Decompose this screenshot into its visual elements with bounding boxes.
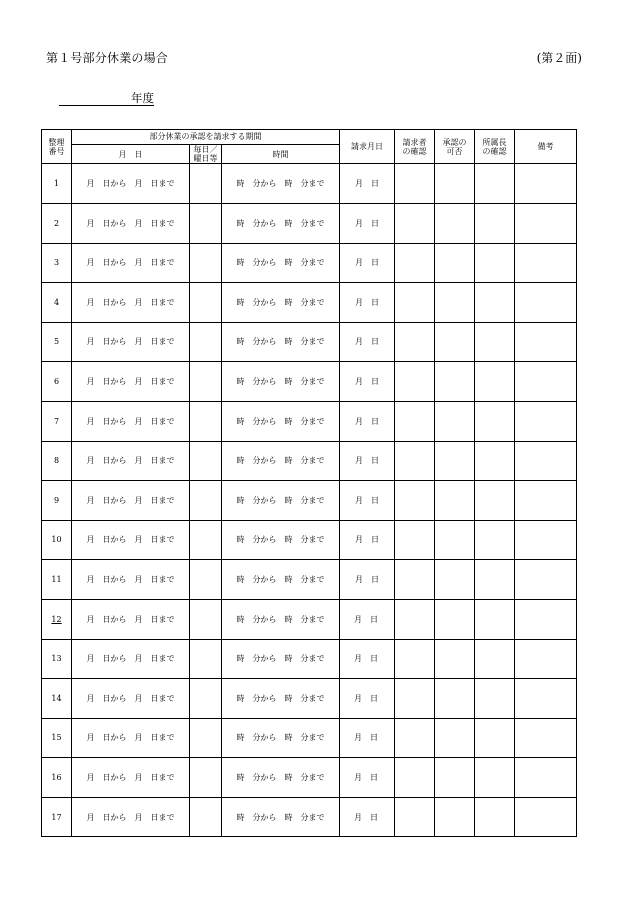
requester-confirm-cell[interactable] xyxy=(395,599,435,639)
date-range-cell[interactable]: 月 日から 月 日まで xyxy=(72,243,190,283)
time-range-cell[interactable]: 時 分から 時 分まで xyxy=(222,322,340,362)
table-row xyxy=(42,401,577,441)
chief-confirm-cell[interactable] xyxy=(475,164,515,204)
row-number: 9 xyxy=(42,481,72,521)
table-row xyxy=(42,599,577,639)
daily-weekday-cell[interactable] xyxy=(190,164,222,204)
row-number: 6 xyxy=(42,362,72,402)
header-month-day: 月 日 xyxy=(72,145,190,164)
daily-weekday-cell[interactable] xyxy=(190,401,222,441)
time-range-cell[interactable]: 時 分から 時 分まで xyxy=(222,758,340,798)
chief-confirm-cell[interactable] xyxy=(475,758,515,798)
time-range-cell[interactable]: 時 分から 時 分まで xyxy=(222,203,340,243)
leave-request-table xyxy=(41,129,577,837)
requester-confirm-cell[interactable] xyxy=(395,283,435,323)
daily-weekday-cell[interactable] xyxy=(190,481,222,521)
requester-confirm-cell[interactable] xyxy=(395,679,435,719)
time-range-cell[interactable]: 時 分から 時 分まで xyxy=(222,243,340,283)
time-range-cell[interactable]: 時 分から 時 分まで xyxy=(222,560,340,600)
header-time: 時間 xyxy=(222,145,340,164)
table-row xyxy=(42,203,577,243)
date-range-cell[interactable]: 月 日から 月 日まで xyxy=(72,283,190,323)
header-daily-weekday: 毎日／ 曜日等 xyxy=(190,145,222,164)
date-range-cell[interactable]: 月 日から 月 日まで xyxy=(72,599,190,639)
remarks-cell[interactable] xyxy=(515,441,577,481)
table-row xyxy=(42,560,577,600)
chief-confirm-cell[interactable] xyxy=(475,599,515,639)
approval-cell[interactable] xyxy=(435,164,475,204)
header-request-date: 請求月日 xyxy=(340,130,395,164)
table-row xyxy=(42,758,577,798)
table-row xyxy=(42,481,577,521)
time-range-cell[interactable]: 時 分から 時 分まで xyxy=(222,718,340,758)
requester-confirm-cell[interactable] xyxy=(395,520,435,560)
date-range-cell[interactable]: 月 日から 月 日まで xyxy=(72,520,190,560)
approval-cell[interactable] xyxy=(435,520,475,560)
chief-confirm-cell[interactable] xyxy=(475,679,515,719)
chief-confirm-cell[interactable] xyxy=(475,401,515,441)
header-number: 整理 番号 xyxy=(42,130,72,164)
chief-confirm-cell[interactable] xyxy=(475,243,515,283)
chief-confirm-cell[interactable] xyxy=(475,718,515,758)
header-remarks: 備考 xyxy=(515,130,577,164)
header-approval: 承認の 可否 xyxy=(435,130,475,164)
request-date-cell[interactable]: 月 日 xyxy=(340,203,395,243)
approval-cell[interactable] xyxy=(435,203,475,243)
daily-weekday-cell[interactable] xyxy=(190,362,222,402)
request-date-cell[interactable]: 月 日 xyxy=(340,283,395,323)
request-date-cell[interactable]: 月 日 xyxy=(340,164,395,204)
time-range-cell[interactable]: 時 分から 時 分まで xyxy=(222,164,340,204)
time-range-cell[interactable]: 時 分から 時 分まで xyxy=(222,441,340,481)
fiscal-year-field[interactable] xyxy=(59,90,154,106)
row-number: 8 xyxy=(42,441,72,481)
chief-confirm-cell[interactable] xyxy=(475,481,515,521)
form-title: 第１号部分休業の場合 xyxy=(46,51,169,65)
request-date-cell[interactable]: 月 日 xyxy=(340,718,395,758)
row-number: 2 xyxy=(42,203,72,243)
daily-weekday-cell[interactable] xyxy=(190,599,222,639)
remarks-cell[interactable] xyxy=(515,679,577,719)
chief-confirm-cell[interactable] xyxy=(475,322,515,362)
requester-confirm-cell[interactable] xyxy=(395,797,435,837)
request-date-cell[interactable]: 月 日 xyxy=(340,401,395,441)
approval-cell[interactable] xyxy=(435,362,475,402)
request-date-cell[interactable]: 月 日 xyxy=(340,441,395,481)
approval-cell[interactable] xyxy=(435,401,475,441)
remarks-cell[interactable] xyxy=(515,599,577,639)
request-date-cell[interactable]: 月 日 xyxy=(340,243,395,283)
remarks-cell[interactable] xyxy=(515,797,577,837)
row-number: 15 xyxy=(42,718,72,758)
row-number: 5 xyxy=(42,322,72,362)
request-date-cell[interactable]: 月 日 xyxy=(340,797,395,837)
table-row xyxy=(42,362,577,402)
daily-weekday-cell[interactable] xyxy=(190,203,222,243)
table-row xyxy=(42,520,577,560)
page-label: (第２面) xyxy=(536,51,582,65)
date-range-cell[interactable]: 月 日から 月 日まで xyxy=(72,362,190,402)
row-number: 16 xyxy=(42,758,72,798)
date-range-cell[interactable]: 月 日から 月 日まで xyxy=(72,797,190,837)
time-range-cell[interactable]: 時 分から 時 分まで xyxy=(222,599,340,639)
date-range-cell[interactable]: 月 日から 月 日まで xyxy=(72,203,190,243)
approval-cell[interactable] xyxy=(435,797,475,837)
date-range-cell[interactable]: 月 日から 月 日まで xyxy=(72,441,190,481)
requester-confirm-cell[interactable] xyxy=(395,718,435,758)
daily-weekday-cell[interactable] xyxy=(190,758,222,798)
requester-confirm-cell[interactable] xyxy=(395,203,435,243)
time-range-cell[interactable]: 時 分から 時 分まで xyxy=(222,362,340,402)
request-date-cell[interactable]: 月 日 xyxy=(340,560,395,600)
approval-cell[interactable] xyxy=(435,322,475,362)
date-range-cell[interactable]: 月 日から 月 日まで xyxy=(72,322,190,362)
requester-confirm-cell[interactable] xyxy=(395,401,435,441)
time-range-cell[interactable]: 時 分から 時 分まで xyxy=(222,520,340,560)
table-row xyxy=(42,441,577,481)
requester-confirm-cell[interactable] xyxy=(395,362,435,402)
date-range-cell[interactable]: 月 日から 月 日まで xyxy=(72,679,190,719)
remarks-cell[interactable] xyxy=(515,362,577,402)
chief-confirm-cell[interactable] xyxy=(475,520,515,560)
request-date-cell[interactable]: 月 日 xyxy=(340,481,395,521)
request-date-cell[interactable]: 月 日 xyxy=(340,362,395,402)
table-row xyxy=(42,243,577,283)
daily-weekday-cell[interactable] xyxy=(190,322,222,362)
chief-confirm-cell[interactable] xyxy=(475,441,515,481)
row-number: 14 xyxy=(42,679,72,719)
request-date-cell[interactable]: 月 日 xyxy=(340,520,395,560)
requester-confirm-cell[interactable] xyxy=(395,164,435,204)
remarks-cell[interactable] xyxy=(515,520,577,560)
header-requester-confirm: 請求者 の確認 xyxy=(395,130,435,164)
daily-weekday-cell[interactable] xyxy=(190,797,222,837)
daily-weekday-cell[interactable] xyxy=(190,283,222,323)
remarks-cell[interactable] xyxy=(515,203,577,243)
requester-confirm-cell[interactable] xyxy=(395,560,435,600)
remarks-cell[interactable] xyxy=(515,322,577,362)
remarks-cell[interactable] xyxy=(515,560,577,600)
daily-weekday-cell[interactable] xyxy=(190,679,222,719)
time-range-cell[interactable]: 時 分から 時 分まで xyxy=(222,283,340,323)
daily-weekday-cell[interactable] xyxy=(190,243,222,283)
chief-confirm-cell[interactable] xyxy=(475,283,515,323)
date-range-cell[interactable]: 月 日から 月 日まで xyxy=(72,639,190,679)
approval-cell[interactable] xyxy=(435,639,475,679)
date-range-cell[interactable]: 月 日から 月 日まで xyxy=(72,718,190,758)
header-period-group: 部分休業の承認を請求する期間 xyxy=(72,130,340,145)
table-row xyxy=(42,322,577,362)
approval-cell[interactable] xyxy=(435,243,475,283)
row-number: 3 xyxy=(42,243,72,283)
time-range-cell[interactable]: 時 分から 時 分まで xyxy=(222,797,340,837)
table-row xyxy=(42,164,577,204)
approval-cell[interactable] xyxy=(435,718,475,758)
chief-confirm-cell[interactable] xyxy=(475,362,515,402)
approval-cell[interactable] xyxy=(435,283,475,323)
requester-confirm-cell[interactable] xyxy=(395,758,435,798)
daily-weekday-cell[interactable] xyxy=(190,441,222,481)
approval-cell[interactable] xyxy=(435,599,475,639)
remarks-cell[interactable] xyxy=(515,481,577,521)
date-range-cell[interactable]: 月 日から 月 日まで xyxy=(72,560,190,600)
date-range-cell[interactable]: 月 日から 月 日まで xyxy=(72,758,190,798)
approval-cell[interactable] xyxy=(435,441,475,481)
table-row xyxy=(42,797,577,837)
time-range-cell[interactable]: 時 分から 時 分まで xyxy=(222,481,340,521)
chief-confirm-cell[interactable] xyxy=(475,203,515,243)
table-row xyxy=(42,718,577,758)
request-date-cell[interactable]: 月 日 xyxy=(340,322,395,362)
request-date-cell[interactable]: 月 日 xyxy=(340,599,395,639)
row-number: 11 xyxy=(42,560,72,600)
remarks-cell[interactable] xyxy=(515,283,577,323)
chief-confirm-cell[interactable] xyxy=(475,560,515,600)
table-row xyxy=(42,679,577,719)
time-range-cell[interactable]: 時 分から 時 分まで xyxy=(222,401,340,441)
daily-weekday-cell[interactable] xyxy=(190,520,222,560)
chief-confirm-cell[interactable] xyxy=(475,639,515,679)
table-row xyxy=(42,639,577,679)
daily-weekday-cell[interactable] xyxy=(190,639,222,679)
remarks-cell[interactable] xyxy=(515,639,577,679)
daily-weekday-cell[interactable] xyxy=(190,718,222,758)
approval-cell[interactable] xyxy=(435,758,475,798)
remarks-cell[interactable] xyxy=(515,401,577,441)
daily-weekday-cell[interactable] xyxy=(190,560,222,600)
row-number: 10 xyxy=(42,520,72,560)
requester-confirm-cell[interactable] xyxy=(395,441,435,481)
row-number: 17 xyxy=(42,797,72,837)
requester-confirm-cell[interactable] xyxy=(395,322,435,362)
date-range-cell[interactable]: 月 日から 月 日まで xyxy=(72,401,190,441)
requester-confirm-cell[interactable] xyxy=(395,481,435,521)
remarks-cell[interactable] xyxy=(515,758,577,798)
time-range-cell[interactable]: 時 分から 時 分まで xyxy=(222,639,340,679)
requester-confirm-cell[interactable] xyxy=(395,243,435,283)
header-chief-confirm: 所属長 の確認 xyxy=(475,130,515,164)
row-number: 13 xyxy=(42,639,72,679)
fiscal-year-label: 年度 xyxy=(131,91,154,105)
table-row xyxy=(42,283,577,323)
request-date-cell[interactable]: 月 日 xyxy=(340,679,395,719)
date-range-cell[interactable]: 月 日から 月 日まで xyxy=(72,481,190,521)
approval-cell[interactable] xyxy=(435,481,475,521)
row-number: 1 xyxy=(42,164,72,204)
date-range-cell[interactable]: 月 日から 月 日まで xyxy=(72,164,190,204)
row-number: 12 xyxy=(42,599,72,639)
row-number: 7 xyxy=(42,401,72,441)
approval-cell[interactable] xyxy=(435,679,475,719)
requester-confirm-cell[interactable] xyxy=(395,639,435,679)
remarks-cell[interactable] xyxy=(515,164,577,204)
approval-cell[interactable] xyxy=(435,560,475,600)
row-number: 4 xyxy=(42,283,72,323)
remarks-cell[interactable] xyxy=(515,243,577,283)
request-date-cell[interactable]: 月 日 xyxy=(340,758,395,798)
time-range-cell[interactable]: 時 分から 時 分まで xyxy=(222,679,340,719)
chief-confirm-cell[interactable] xyxy=(475,797,515,837)
request-date-cell[interactable]: 月 日 xyxy=(340,639,395,679)
remarks-cell[interactable] xyxy=(515,718,577,758)
